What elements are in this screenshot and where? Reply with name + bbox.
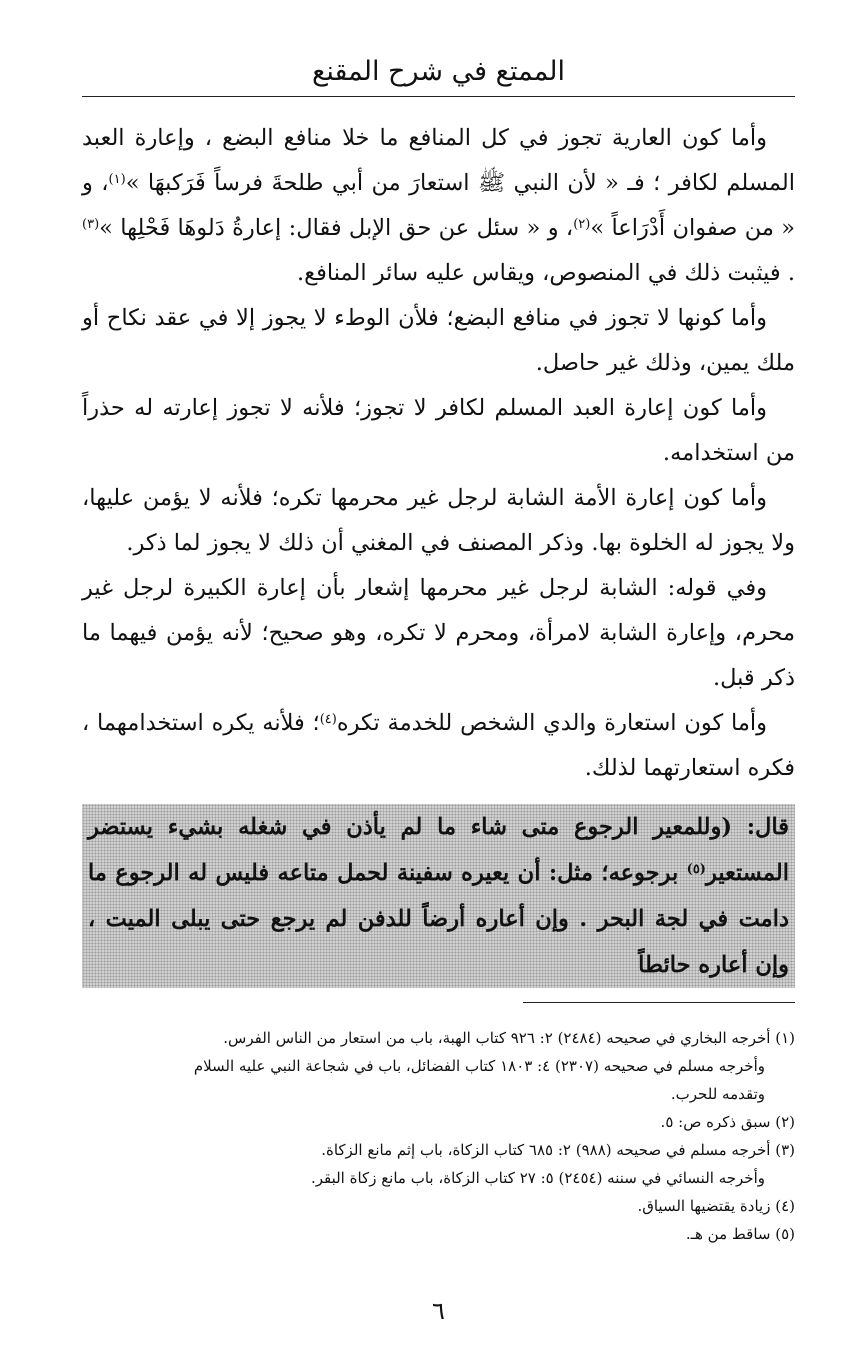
footnote-5: (٥) ساقط من هـ. bbox=[685, 1225, 795, 1243]
paragraph-parents bbox=[82, 701, 795, 791]
paragraph-text: وأما كون العارية تجوز في كل المنافع ما خلا منافع البضع ، وإعارة العبد المسلم لكافر ؛ فـ « لأن النبي ﷺ استعارَ من أبي طلحةَ فرساً فَرَكبهَا » bbox=[82, 125, 796, 196]
paragraph-muslim-slave: وأما كون إعارة العبد المسلم لكافر لا تجوز؛ فلأنه لا تجوز إعارته له حذراً من استخدامه. bbox=[82, 395, 795, 466]
commentary-text bbox=[82, 116, 795, 791]
matn-text bbox=[88, 804, 789, 988]
matn-highlight-block bbox=[82, 804, 795, 988]
book-page bbox=[82, 0, 795, 1372]
footnote-2: (٢) سبق ذكره ص: ٥. bbox=[660, 1113, 795, 1131]
footnote-ref: (٢) bbox=[573, 216, 591, 232]
paragraph-text: ، و « سئل عن حق الإبل فقال: إعارةُ دَلوهَا فَحْلِها » bbox=[99, 215, 574, 241]
paragraph-text: وأما كون استعارة والدي الشخص للخدمة تكره bbox=[336, 710, 768, 736]
paragraph-text: . فيثبت ذلك في المنصوص، ويقاس عليه سائر المنافع. bbox=[296, 260, 795, 286]
paragraph-text: ، و « من صفوان أَدْرَاعاً » bbox=[82, 170, 795, 241]
footnotes bbox=[82, 1024, 795, 1248]
matn-text-part: برجوعه؛ مثل: أن يعيره سفينة لحمل متاعه فليس له الرجوع ما دامت في لجة البحر . وإن أعاره أرضاً للدفن لم يرجع حتى يبلى الميت ، وإن أعاره حائطاً bbox=[88, 860, 789, 978]
paragraph-bud-benefits: وأما كونها لا تجوز في منافع البضع؛ فلأن الوطء لا يجوز إلا في عقد نكاح أو ملك يمين، وذلك غير حاصل. bbox=[82, 305, 795, 376]
footnote-1-continuation: وتقدمه للحرب. bbox=[670, 1085, 765, 1103]
matn-text-part: قال: (وللمعير الرجوع متى شاء ما لم يأذن في شغله بشيء يستضر المستعير bbox=[88, 814, 789, 886]
running-header bbox=[82, 48, 795, 97]
paragraph-borrowing-scope bbox=[82, 116, 795, 296]
footnote-3: (٣) أخرجه مسلم في صحيحه (٩٨٨) ٢: ٦٨٥ كتاب الزكاة، باب إثم مانع الزكاة. bbox=[321, 1141, 795, 1159]
footnote-3-continuation: وأخرجه النسائي في سننه (٢٤٥٤) ٥: ٢٧ كتاب الزكاة، باب مانع زكاة البقر. bbox=[310, 1169, 765, 1187]
footnote-1: (١) أخرجه البخاري في صحيحه (٢٤٨٤) ٢: ٩٢٦ كتاب الهبة، باب من استعار من الناس الفرس. bbox=[223, 1029, 795, 1047]
footnote-1-continuation: وأخرجه مسلم في صحيحه (٢٣٠٧) ٤: ١٨٠٣ كتاب الفضائل، باب في شجاعة النبي عليه السلام bbox=[193, 1057, 765, 1075]
footnote-divider bbox=[523, 1002, 795, 1003]
footnote-ref: (٥) bbox=[686, 861, 706, 877]
paragraph-implication: وفي قوله: الشابة لرجل غير محرمها إشعار بأن إعارة الكبيرة لرجل غير محرم، وإعارة الشابة لامرأة، ومحرم لا تكره، وهو صحيح؛ لأنه يؤمن فيهما ما ذكر قبل. bbox=[82, 575, 795, 691]
footnote-ref: (٣) bbox=[82, 216, 100, 232]
book-title: الممتع في شرح المقنع bbox=[311, 56, 566, 87]
footnote-ref: (١) bbox=[108, 171, 126, 187]
paragraph-young-slavewoman: وأما كون إعارة الأمة الشابة لرجل غير محرمها تكره؛ فلأنه لا يؤمن عليها، ولا يجوز له الخلوة بها. وذكر المصنف في المغني أن ذلك لا يجوز لما ذكر. bbox=[82, 485, 795, 556]
paragraph-text: ؛ فلأنه يكره استخدامهما ، فكره استعارتهما لذلك. bbox=[82, 710, 795, 781]
footnote-ref: (٤) bbox=[319, 711, 337, 727]
page-number: ٦ bbox=[432, 1297, 445, 1325]
footnote-4: (٤) زيادة يقتضيها السياق. bbox=[637, 1197, 795, 1215]
